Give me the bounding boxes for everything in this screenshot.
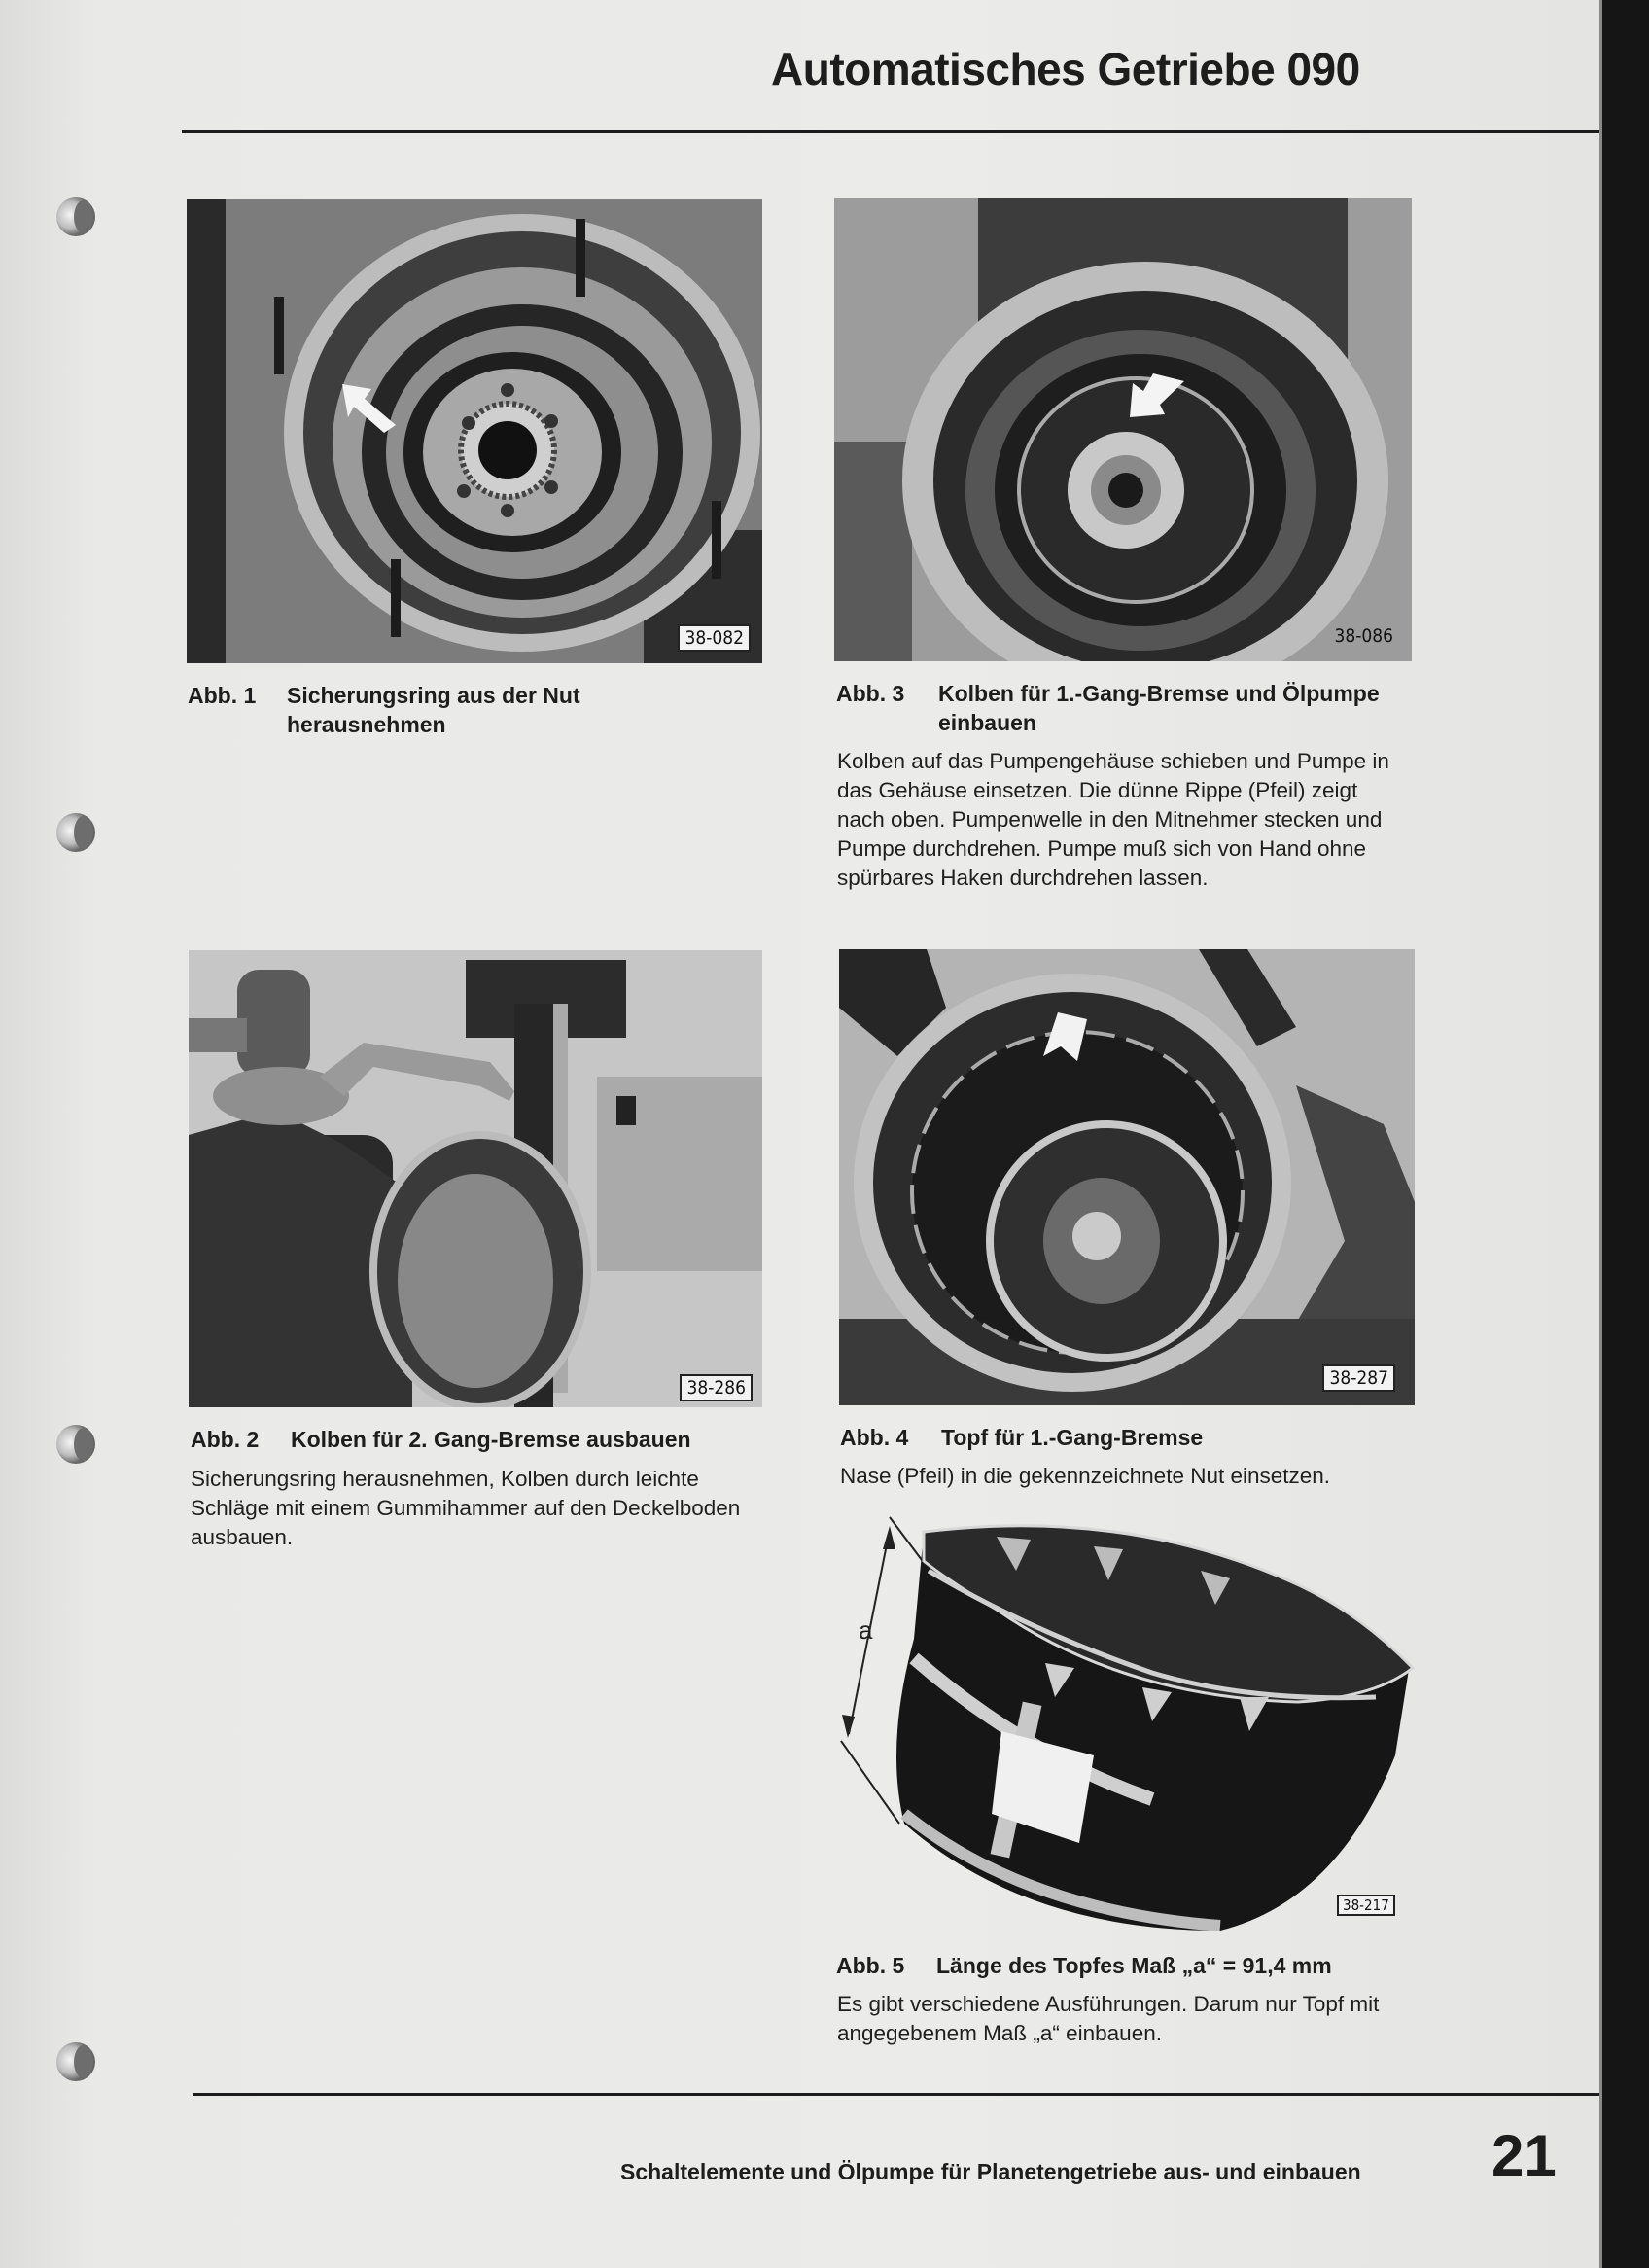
figure-4-caption <box>840 1423 1525 1452</box>
figure-2-body: Sicherungsring herausnehmen, Kolben durch leichte Schläge mit einem Gummihammer auf den Deckelboden ausbauen. <box>191 1467 741 1549</box>
figure-2-caption <box>191 1425 894 1454</box>
figure-3-title: Kolben für 1.-Gang-Bremse und Ölpumpe einbauen <box>938 681 1380 735</box>
figure-1-caption <box>188 681 792 739</box>
section-title: Schaltelemente und Ölpumpe für Planetengetriebe aus- und einbauen <box>620 2159 1361 2184</box>
figure-3-description <box>837 747 1396 893</box>
brake-drum-illustration <box>839 949 1415 1405</box>
figure-2-photo <box>189 950 762 1407</box>
figure-3-caption <box>836 679 1531 737</box>
dimension-arrow-top <box>883 1526 895 1549</box>
clutch-housing-illustration <box>187 199 762 663</box>
figure-3-ref: 38-086 <box>1334 625 1393 647</box>
figure-4-title: Topf für 1.-Gang-Bremse <box>941 1425 1204 1450</box>
footer-rule <box>193 2093 1599 2096</box>
punch-hole <box>56 2042 95 2081</box>
figure-5-caption <box>836 1951 1559 1980</box>
punch-hole <box>56 197 95 236</box>
figure-1-photo <box>187 199 762 663</box>
figure-2-ref: 38-286 <box>680 1374 753 1401</box>
brake-cup-drawing <box>831 1503 1429 1935</box>
figure-5-ref: 38-217 <box>1337 1895 1395 1916</box>
figure-5-drawing <box>831 1503 1429 1935</box>
figure-4-body: Nase (Pfeil) in die gekennzeichnete Nut einsetzen. <box>840 1464 1331 1488</box>
figure-3-body: Kolben auf das Pumpengehäuse schieben und Pumpe in das Gehäuse einsetzen. Die dünne Rippe (Pfeil) zeigt nach oben. Pumpenwelle in den Mitnehmer stecken und Pumpe durchdrehen. Pumpe muß sich von Hand ohne spürbares Haken durchdrehen lassen. <box>837 749 1389 890</box>
figure-5-body: Es gibt verschiedene Ausführungen. Darum nur Topf mit angegebenem Maß „a“ einbauen. <box>837 1992 1380 2045</box>
figure-5-label: Abb. 5 <box>836 1953 905 1978</box>
figure-1-ref: 38-082 <box>678 624 751 652</box>
figure-2-title: Kolben für 2. Gang-Bremse ausbauen <box>291 1427 691 1452</box>
figure-4-label: Abb. 4 <box>840 1425 909 1450</box>
figure-5-title: Länge des Topfes Maß „a“ = 91,4 mm <box>936 1953 1332 1978</box>
page-number: 21 <box>1491 2123 1557 2188</box>
oil-pump-illustration <box>834 198 1412 661</box>
figure-3-photo <box>834 198 1412 661</box>
page-title: Automatisches Getriebe 090 <box>771 44 1360 94</box>
figure-4-description <box>840 1462 1423 1491</box>
header-rule <box>182 130 1599 133</box>
figure-2-description <box>191 1465 774 1552</box>
figure-5-description <box>837 1990 1421 2048</box>
figure-4-ref: 38-287 <box>1322 1364 1395 1392</box>
brake-piston-removal-illustration <box>189 950 762 1407</box>
punch-hole <box>56 1425 95 1464</box>
figure-3-label: Abb. 3 <box>836 681 905 706</box>
dimension-extension-bottom <box>841 1741 899 1824</box>
figure-1-title: Sicherungsring aus der Nut herausnehmen <box>287 683 580 737</box>
figure-1-label: Abb. 1 <box>188 683 257 708</box>
figure-2-label: Abb. 2 <box>191 1427 260 1452</box>
binding-edge <box>1599 0 1649 2268</box>
dimension-label: a <box>859 1615 873 1645</box>
punch-hole <box>56 813 95 852</box>
figure-4-photo <box>839 949 1415 1405</box>
dimension-arrow-bottom <box>842 1715 855 1738</box>
